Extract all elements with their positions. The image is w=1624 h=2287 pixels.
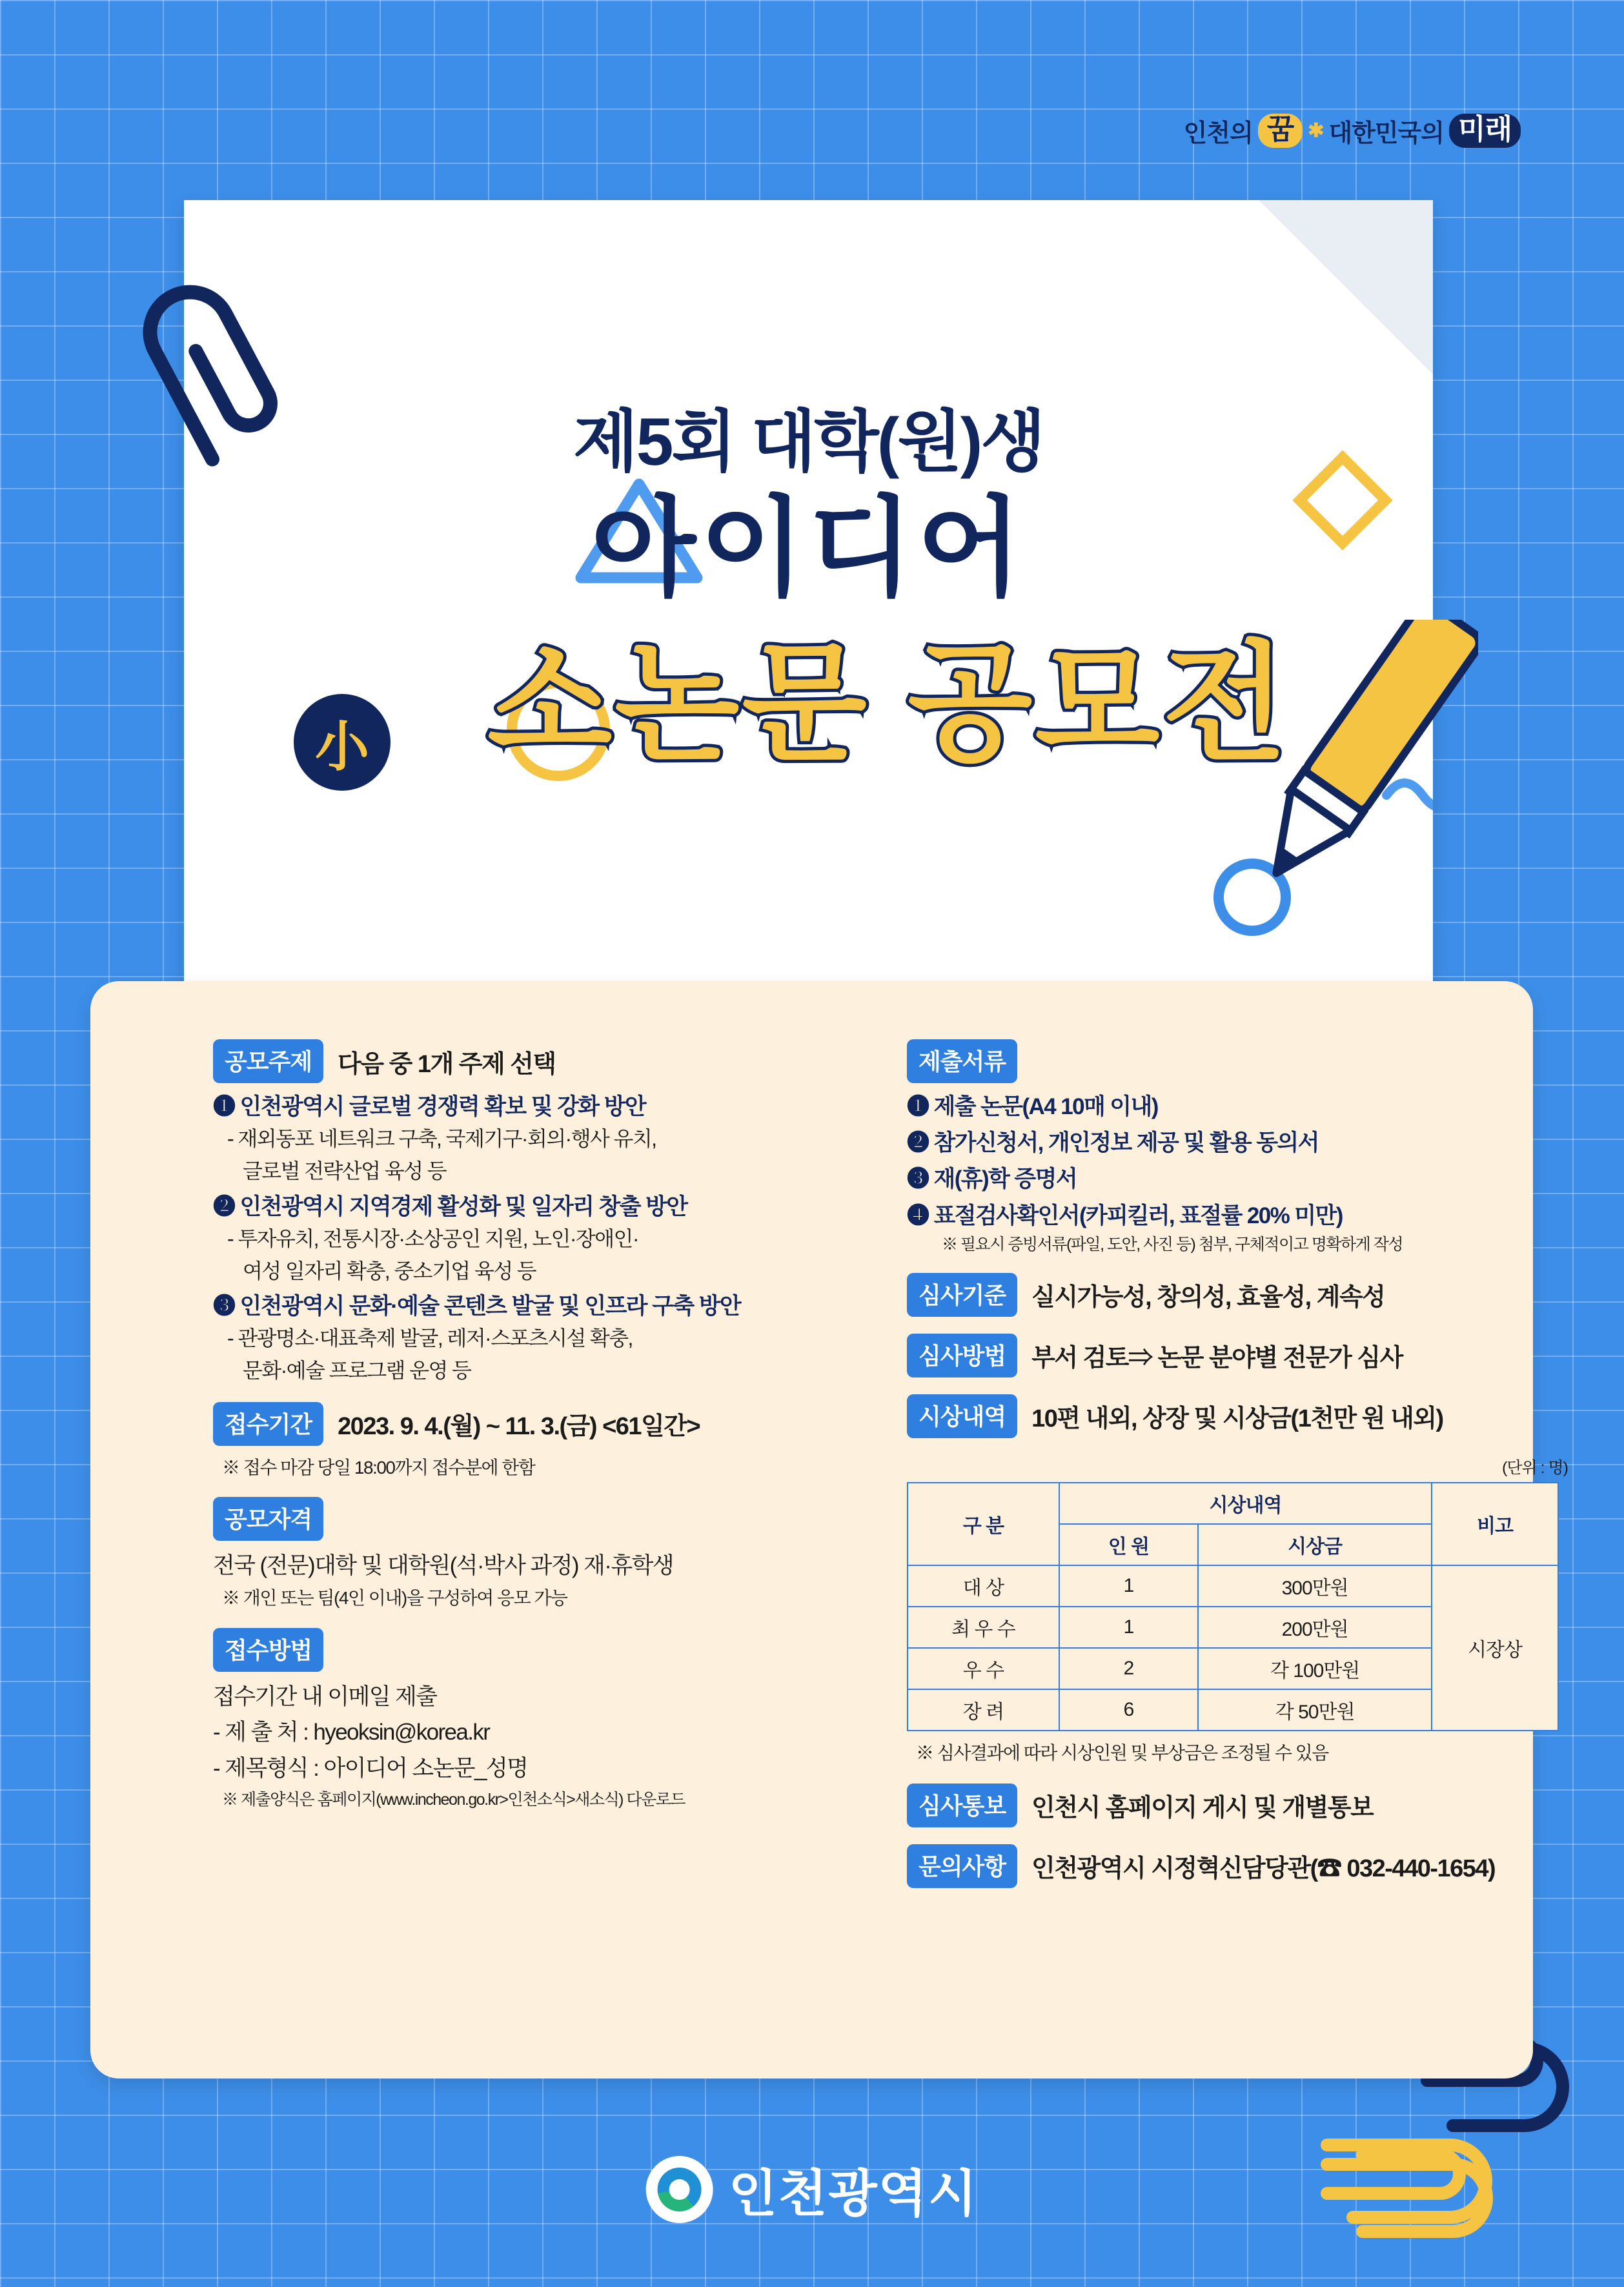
badge-so: 小 [294, 694, 391, 791]
topic-item-sub: - 재외동포 네트워크 구축, 국제기구·회의·행사 유치, [227, 1127, 656, 1151]
section-qualification [213, 1497, 858, 1611]
city-slogan [1184, 113, 1521, 148]
qualification-note: ※ 개인 또는 팀(4인 이내)을 구성하여 응모 가능 [222, 1588, 567, 1609]
section-documents [907, 1039, 1572, 1256]
cell-money: 300만원 [1198, 1565, 1432, 1607]
document-number: ❹ [907, 1203, 929, 1228]
tag-method: 심사방법 [907, 1334, 1017, 1377]
document-text: 참가신청서, 개인정보 제공 및 활용 동의서 [933, 1130, 1319, 1156]
tag-documents: 제출서류 [907, 1039, 1017, 1083]
cell-people: 1 [1059, 1565, 1198, 1607]
topic-number: ❶ [213, 1094, 235, 1119]
topic-subtitle: 다음 중 1개 주제 선택 [338, 1050, 556, 1078]
section-method [907, 1334, 1572, 1377]
tag-notify: 심사통보 [907, 1784, 1017, 1827]
documents-note: ※ 필요시 증빙서류(파일, 도안, 사진 등) 첨부, 구체적이고 명확하게 작성 [942, 1235, 1403, 1254]
contact-value: 인천광역시 시정혁신담당관(☎ 032-440-1654) [1031, 1855, 1496, 1883]
section-period [213, 1402, 858, 1480]
document-number: ❷ [907, 1130, 929, 1156]
left-column [213, 1039, 858, 1828]
section-criteria [907, 1273, 1572, 1317]
section-prize [907, 1394, 1572, 1438]
document-item [907, 1092, 1572, 1122]
topic-item-sub: 여성 일자리 확충, 중소기업 육성 등 [243, 1259, 536, 1283]
tag-contact: 문의사항 [907, 1844, 1017, 1888]
document-number: ❶ [907, 1094, 929, 1119]
topic-item-head [213, 1292, 858, 1321]
document-text: 표절검사확인서(카피킬러, 표절률 20% 미만) [933, 1203, 1343, 1228]
method-value: 부서 검토⇒ 논문 분야별 전문가 심사 [1031, 1345, 1403, 1372]
howto-title-format: - 제목형식 : 아이디어 소논문_성명 [213, 1755, 528, 1781]
topic-head-text: 인천광역시 문화·예술 콘텐츠 발굴 및 인프라 구축 방안 [239, 1294, 741, 1319]
document-item [907, 1128, 1572, 1158]
criteria-value: 실시가능성, 창의성, 효율성, 계속성 [1031, 1284, 1385, 1312]
incheon-logo-icon [646, 2156, 713, 2223]
topic-head-text: 인천광역시 지역경제 활성화 및 일자리 창출 방안 [239, 1194, 687, 1219]
topic-item-sub: - 관광명소·대표축제 발굴, 레저·스포츠시설 확충, [227, 1326, 633, 1350]
slogan-word-2: 대한민국의 [1328, 120, 1444, 147]
cell-division: 최 우 수 [908, 1607, 1059, 1648]
table-unit-label: (단위 : 명) [1502, 1458, 1568, 1477]
tag-topic: 공모주제 [213, 1039, 323, 1083]
cell-division: 대 상 [908, 1565, 1059, 1607]
howto-note: ※ 제출양식은 홈페이지(www.incheon.go.kr>인천소식>새소식) 다운로드 [222, 1790, 685, 1809]
slogan-word-1: 인천의 [1183, 120, 1253, 147]
topic-item-sub: 문화·예술 프로그램 운영 등 [243, 1359, 471, 1383]
th-division: 구 분 [908, 1483, 1059, 1565]
document-text: 재(휴)학 증명서 [933, 1166, 1077, 1192]
hero-title-contest: 소논문 공모전 [487, 632, 1290, 776]
topic-head-text: 인천광역시 글로벌 경쟁력 확보 및 강화 방안 [239, 1094, 646, 1119]
cell-people: 1 [1059, 1607, 1198, 1648]
tag-qualification: 공모자격 [213, 1497, 323, 1541]
table-header-row [908, 1483, 1558, 1524]
topic-item-sub: 글로벌 전략산업 육성 등 [243, 1159, 446, 1183]
pen-icon [1207, 620, 1478, 955]
slogan-pill-future: 미래 [1449, 114, 1521, 148]
document-item [907, 1201, 1572, 1231]
tag-howto: 접수방법 [213, 1628, 323, 1672]
document-item [907, 1164, 1572, 1194]
document-number: ❸ [907, 1166, 929, 1192]
tag-criteria: 심사기준 [907, 1273, 1017, 1317]
cell-people: 6 [1059, 1689, 1198, 1731]
topic-item-sub: - 투자유치, 전통시장·소상공인 지원, 노인·장애인· [227, 1226, 638, 1250]
th-money: 시상금 [1198, 1524, 1432, 1565]
cell-division: 우 수 [908, 1648, 1059, 1689]
yellow-diamond-decoration [1292, 450, 1393, 551]
footer-city-name: 인천광역시 [728, 2165, 979, 2222]
tag-prize: 시상내역 [907, 1394, 1017, 1438]
star-icon: ✱ [1308, 120, 1324, 141]
howto-line-1: 접수기간 내 이메일 제출 [213, 1683, 437, 1709]
table-row [908, 1565, 1558, 1607]
th-people: 인 원 [1059, 1524, 1198, 1565]
notify-value: 인천시 홈페이지 게시 및 개별통보 [1031, 1794, 1374, 1822]
footer-logo [646, 2153, 979, 2226]
right-column [907, 1039, 1572, 1905]
document-text: 제출 논문(A4 10매 이내) [933, 1094, 1158, 1119]
cell-people: 2 [1059, 1648, 1198, 1689]
hero-subtitle: 제5회 대학(원)생 [573, 405, 1044, 480]
period-value: 2023. 9. 4.(월) ~ 11. 3.(금) <61일간> [338, 1413, 700, 1440]
cell-money: 200만원 [1198, 1607, 1432, 1648]
cell-money: 각 50만원 [1198, 1689, 1432, 1731]
hero-title-idea: 아이디어 [591, 487, 1026, 609]
cell-division: 장 려 [908, 1689, 1059, 1731]
howto-email: - 제 출 처 : hyeoksin@korea.kr [213, 1720, 490, 1745]
th-remark: 비고 [1432, 1483, 1558, 1565]
cell-remark: 시장상 [1432, 1565, 1558, 1731]
section-howto [213, 1628, 858, 1811]
prize-value: 10편 내외, 상장 및 시상금(1천만 원 내외) [1031, 1405, 1443, 1433]
topic-number: ❸ [213, 1294, 235, 1319]
th-prize-group: 시상내역 [1059, 1483, 1432, 1524]
prize-table [907, 1482, 1559, 1731]
period-note: ※ 접수 마감 당일 18:00까지 접수분에 한함 [222, 1457, 535, 1478]
cell-money: 각 100만원 [1198, 1648, 1432, 1689]
tag-period: 접수기간 [213, 1402, 323, 1446]
info-panel [90, 981, 1568, 2079]
section-contact [907, 1844, 1572, 1888]
paperclip-icon-top [139, 255, 332, 468]
topic-number: ❷ [213, 1194, 235, 1219]
qualification-text: 전국 (전문)대학 및 대학원(석·박사 과정) 재·휴학생 [213, 1552, 673, 1578]
topic-item-head [213, 1092, 858, 1122]
table-note: ※ 심사결과에 따라 시상인원 및 부상금은 조정될 수 있음 [916, 1742, 1328, 1763]
section-notify [907, 1784, 1572, 1827]
topic-item-head [213, 1192, 858, 1222]
slogan-pill-dream: 꿈 [1258, 114, 1303, 148]
section-topic [213, 1039, 858, 1385]
